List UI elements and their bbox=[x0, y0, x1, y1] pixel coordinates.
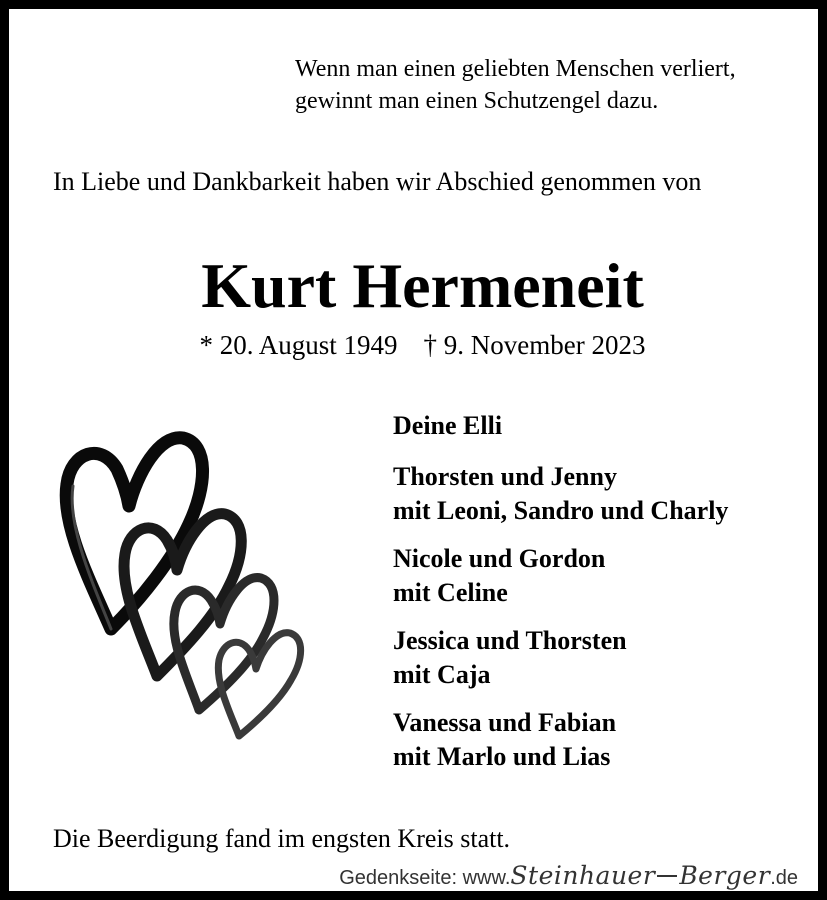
footer-suffix: .de bbox=[770, 867, 798, 889]
mourner-line-1: Deine Elli bbox=[393, 411, 503, 440]
deceased-name: Kurt Hermeneit bbox=[201, 250, 644, 321]
hearts-icon bbox=[49, 414, 329, 744]
mourner-line-2: mit Marlo und Lias bbox=[393, 742, 611, 771]
mourner-group bbox=[393, 460, 728, 528]
mourner-group bbox=[393, 542, 605, 610]
mourner-line-2: mit Celine bbox=[393, 578, 508, 607]
mourner-line-1: Vanessa und Fabian bbox=[393, 708, 617, 737]
mourner-line-1: Nicole und Gordon bbox=[393, 544, 606, 573]
quote-line-1: Wenn man einen geliebten Menschen verliert, bbox=[295, 56, 736, 82]
mourner-line-2: mit Caja bbox=[393, 660, 491, 689]
death-date: † 9. November 2023 bbox=[423, 330, 646, 360]
mourner-group bbox=[393, 409, 502, 443]
life-dates bbox=[9, 327, 827, 363]
footer-brand-part-2: Berger bbox=[679, 861, 771, 890]
birth-date: * 20. August 1949 bbox=[199, 330, 398, 360]
footer-brand-part-1: Steinhauer bbox=[510, 861, 656, 890]
footer-prefix: Gedenkseite: www. bbox=[339, 867, 511, 889]
mourner-line-2: mit Leoni, Sandro und Charly bbox=[393, 496, 729, 525]
intro-text: In Liebe und Dankbarkeit haben wir Abschied genommen von bbox=[53, 167, 702, 196]
mourner-group bbox=[393, 706, 616, 774]
memorial-page-link[interactable] bbox=[339, 861, 798, 895]
mourner-line-1: Thorsten und Jenny bbox=[393, 462, 617, 491]
mourner-line-1: Jessica und Thorsten bbox=[393, 626, 627, 655]
mourner-group bbox=[393, 624, 627, 692]
burial-note: Die Beerdigung fand im engsten Kreis statt. bbox=[53, 824, 511, 853]
quote-line-2: gewinnt man einen Schutzengel dazu. bbox=[295, 88, 659, 114]
quote bbox=[295, 53, 736, 117]
footer-dash bbox=[657, 875, 677, 877]
